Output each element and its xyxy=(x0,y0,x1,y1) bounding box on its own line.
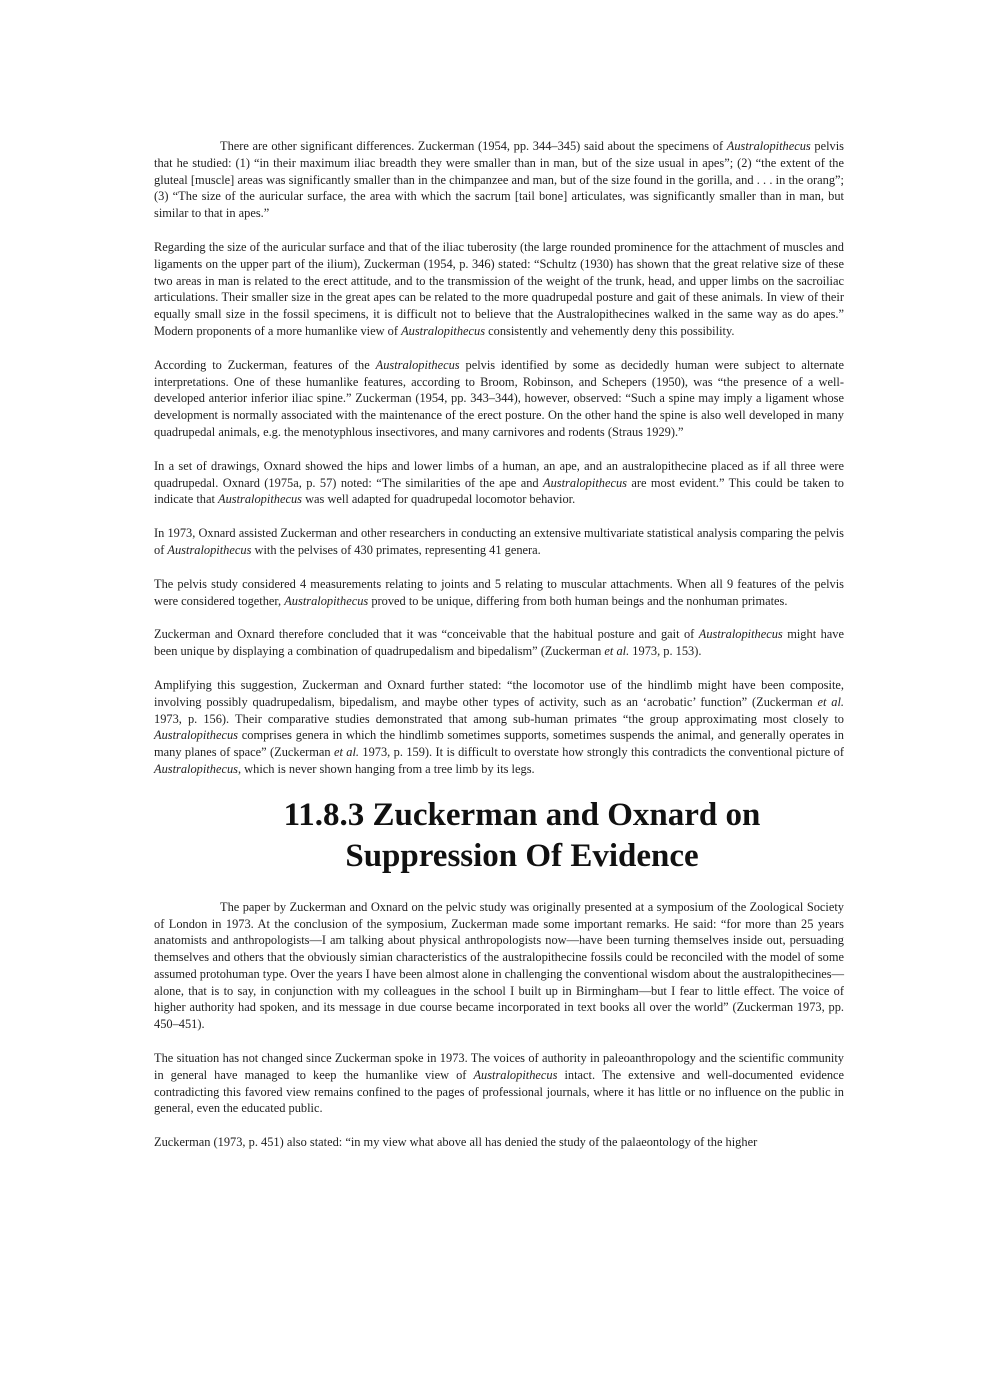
text-run: was well adapted for quadrupedal locomotor behavior. xyxy=(301,492,576,507)
italic-term: Australopithecus xyxy=(543,475,627,490)
italic-term: Australopithecus xyxy=(375,357,460,372)
text-run: In 1973, Oxnard assisted Zuckerman and other researchers in conducting an extensive multivariate statistical analysis comparing the pelvis of xyxy=(154,526,844,557)
body-text-after-heading xyxy=(154,899,844,1151)
text-run: Zuckerman (1973, p. 451) also stated: “in my view what above all has denied the study of the palaeontology of the higher xyxy=(154,1135,758,1150)
paragraph xyxy=(154,458,844,508)
document-page xyxy=(154,138,844,1168)
paragraph xyxy=(154,576,844,610)
paragraph xyxy=(154,357,844,441)
italic-term: Australopithecus xyxy=(167,542,252,557)
text-run: There are other significant differences. Zuckerman (1954, pp. 344–345) said about the specimens of xyxy=(220,139,727,153)
text-run: The paper by Zuckerman and Oxnard on the pelvic study was originally presented at a symposium of the Zoological Society of London in 1973. At the conclusion of the symposium, Zuckerman made some important remarks. He said: “for more than 25 years anatomists and anthropologists—I am talking about physical anthropologists now—have been turning themselves inside out, persuading themselves and others that the obviously simian characteristics of the australopithecine fossils could be reconciled with the model of some assumed protohuman type. Over the years I have been almost alone in challenging the conventional wisdom about the australopithecines—alone, that is to say, in conjunction with my colleagues in the school I built up in Birmingham—but I fear to little effect. The voice of higher authority had spoken, and its message in due course became incorporated in text books all over the world” (Zuckerman 1973, pp. 450–451). xyxy=(154,899,844,1032)
text-run: with the pelvises of 430 primates, representing 41 genera. xyxy=(251,542,541,557)
text-run: consistently and vehemently deny this possibility. xyxy=(485,323,735,338)
italic-term: Australopithecus xyxy=(154,728,238,743)
body-text-before-heading xyxy=(154,138,844,778)
text-run: The pelvis study considered 4 measurements relating to joints and 5 relating to muscular attachments. When all 9 features of the pelvis were considered together, xyxy=(154,576,844,608)
text-run: , which is never shown hanging from a tree limb by its legs. xyxy=(237,761,535,776)
paragraph xyxy=(154,1134,844,1151)
italic-term: Australopithecus xyxy=(726,139,811,153)
italic-term: Australopithecus xyxy=(698,627,783,642)
section-heading: 11.8.3 Zuckerman and Oxnard on Suppression Of Evidence xyxy=(283,796,761,874)
text-run: pelvis identified by some as decidedly human were subject to alternate interpretations. One of these humanlike features, according to Broom, Robinson, and Schepers (1950), was “the presence of a well-developed anterior inferior iliac spine.” Zuckerman (1954, pp. 343–344), however, observed: “Such a spine may imply a ligament whose development is normally associated with the maintenance of the erect posture. On the other hand the spine is also well developed in many quadrupedal animals, e.g. the menotyphlous insectivores, and many carnivores and rodents (Straus 1929).” xyxy=(154,357,844,439)
text-run: The situation has not changed since Zuckerman spoke in 1973. The voices of authority in paleoanthropology and the scientific community in general have managed to keep the humanlike view of xyxy=(154,1051,844,1082)
text-run: are most evident.” This could be taken to indicate that xyxy=(154,475,844,507)
italic-term: Australopithecus xyxy=(218,492,302,507)
text-run: might have been unique by displaying a combination of quadrupedalism and bipedalism” (Zuckerman xyxy=(154,627,844,659)
italic-term: Australopithecus xyxy=(401,323,486,338)
text-run: In a set of drawings, Oxnard showed the hips and lower limbs of a human, an ape, and an australopithecine placed as if all three were quadrupedal. Oxnard (1975a, p. 57) noted: “The similarities of the ape and xyxy=(154,458,844,490)
paragraph xyxy=(154,239,844,340)
paragraph xyxy=(154,1050,844,1117)
paragraph xyxy=(154,525,844,559)
italic-term: et al. xyxy=(333,745,360,760)
text-run: intact. The extensive and well-documented evidence contradicting this favored view remains confined to the pages of professional journals, where it has little or no influence on the public in general, even the educated public. xyxy=(154,1067,845,1116)
text-run: 1973, p. 156). Their comparative studies demonstrated that among sub-human primates “the group approximating most closely to xyxy=(154,711,844,726)
text-run: Regarding the size of the auricular surface and that of the iliac tuberosity (the large rounded prominence for the attachment of muscles and ligaments on the upper part of the ilium), Zuckerman (1954, p. 346) stated: “Schultz (1930) has shown that the great relative size of these two areas in man is related to the erect attitude, and to the transmission of the weight of the trunk, head, and upper limbs on the sacroiliac articulations. Their smaller size in the great apes can be related to the more quadrupedal posture and gait of these animals. In view of their equally small size in the fossil specimens, it is difficult not to believe that the Australopithecines walked in the same way as do apes.” Modern proponents of a more humanlike view of xyxy=(154,239,844,338)
text-run: 1973, p. 159). It is difficult to overstate how strongly this contradicts the conventional picture of xyxy=(359,745,844,760)
text-run: pelvis that he studied: (1) “in their maximum iliac breadth they were smaller than in man, but of the size usual in apes”; (2) “the extent of the gluteal [muscle] areas was significantly smaller than in the chimpanzee and man, but of the size found in the gorilla, and . . . in the orang”; (3) “The size of the auricular surface, the area with which the sacrum [tail bone] articulates, was significantly smaller than in man, but similar to that in apes.” xyxy=(154,139,844,221)
italic-term: Australopithecus xyxy=(154,761,238,776)
italic-term: et al. xyxy=(817,694,844,709)
italic-term: Australopithecus xyxy=(473,1067,558,1082)
text-run: proved to be unique, differing from both human beings and the nonhuman primates. xyxy=(368,593,788,608)
text-run: Zuckerman and Oxnard therefore concluded that it was “conceivable that the habitual posture and gait of xyxy=(154,627,699,642)
paragraph xyxy=(154,626,844,660)
italic-term: Australopithecus xyxy=(284,593,369,608)
paragraph xyxy=(154,899,844,1033)
text-run: comprises genera in which the hindlimb sometimes supports, sometimes suspends the animal, and generally operates in many planes of space” (Zuckerman xyxy=(154,728,844,760)
italic-term: et al. xyxy=(604,644,630,659)
text-run: 1973, p. 153). xyxy=(629,644,702,659)
paragraph xyxy=(154,138,844,222)
text-run: Amplifying this suggestion, Zuckerman and Oxnard further stated: “the locomotor use of the hindlimb might have been composite, involving possibly quadrupedalism, bipedalism, and maybe other types of activity, such as an ‘acrobatic’ function” (Zuckerman xyxy=(154,677,844,709)
paragraph xyxy=(154,677,844,778)
text-run: According to Zuckerman, features of the xyxy=(154,357,376,372)
